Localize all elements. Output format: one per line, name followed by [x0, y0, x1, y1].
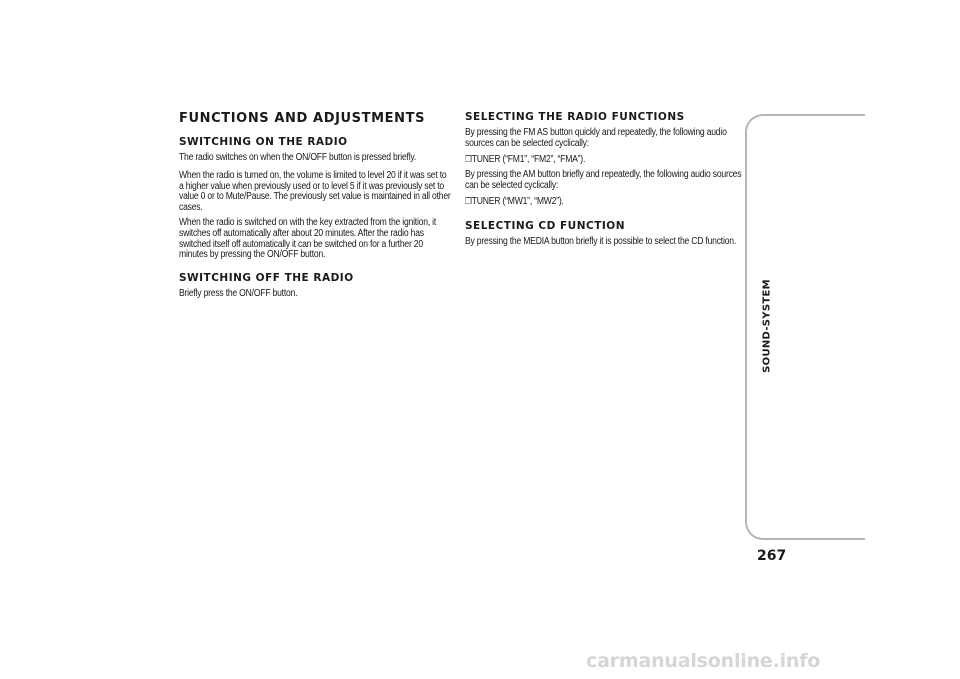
switching-on-paragraph-3: When the radio is switched on with the key extracted from the ignition, it switches off automatically after about 20 minutes. After the radio has switched itself off automatically it can be switched on for a further 20 minutes by pressing the ON/OFF button.: [179, 216, 437, 261]
bullet-text-fm: TUNER (“FM1”, “FM2”, “FMA”).: [471, 153, 586, 165]
page-number: 267: [757, 548, 787, 564]
right-column: [465, 110, 743, 248]
switching-off-heading: SWITCHING OFF THE RADIO: [179, 272, 354, 285]
watermark: carmanualsonline.info: [586, 650, 821, 672]
cd-function-heading: SELECTING CD FUNCTION: [465, 219, 625, 232]
checkbox-bullet-icon: ❒: [465, 154, 472, 165]
switching-off-paragraph: Briefly press the ON/OFF button.: [179, 288, 298, 300]
cd-function-paragraph: By pressing the MEDIA button briefly it is possible to select the CD function.: [465, 235, 736, 247]
radio-functions-paragraph-2: By pressing the AM button briefly and repeatedly, the following audio sources can be selected cyclically:: [465, 169, 742, 192]
radio-functions-paragraph-1: By pressing the FM AS button quickly and repeatedly, the following audio sources can be selected cyclically:: [465, 127, 727, 149]
checkbox-bullet-icon: ❒: [465, 196, 472, 207]
switching-on-heading: SWITCHING ON THE RADIO: [179, 136, 348, 148]
radio-functions-heading: SELECTING THE RADIO FUNCTIONS: [465, 111, 685, 123]
left-column: [179, 110, 453, 300]
main-heading: FUNCTIONS AND ADJUSTMENTS: [179, 111, 426, 126]
chapter-tab-label: SOUND-SYSTEM: [761, 279, 773, 373]
bullet-text-mw: TUNER (“MW1”, “MW2”).: [471, 195, 564, 207]
switching-on-paragraph-1: The radio switches on when the ON/OFF button is pressed briefly.: [179, 152, 417, 163]
list-item: [465, 155, 742, 166]
switching-on-paragraph-2: When the radio is turned on, the volume is limited to level 20 if it was set to a higher value when previously used or to level 5 if it was previously set to value 0 or to Mute/Pause. The previously set value is maintained in all other cases.: [179, 169, 451, 214]
list-item: [465, 197, 742, 208]
